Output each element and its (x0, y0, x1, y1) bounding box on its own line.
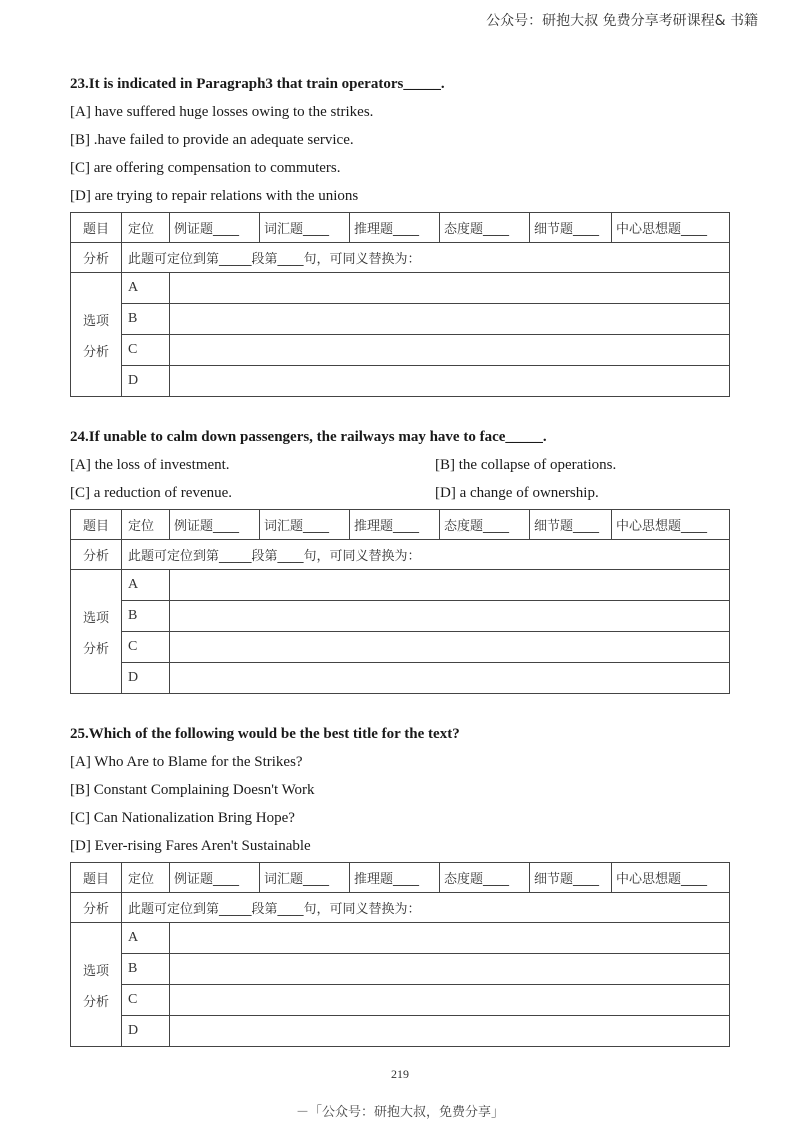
option-letter-b: B (122, 304, 170, 335)
option-c: [C] are offering compensation to commuters. (70, 160, 341, 176)
question-options (70, 748, 730, 860)
qtype-vocabulary: 词汇题____ (260, 510, 350, 540)
locate-sentence: 此题可定位到第_____段第____句，可同义替换为： (122, 540, 730, 570)
title-analysis-label-2: 分析 (71, 540, 122, 570)
option-analysis-label-1: 选项 (82, 610, 109, 626)
option-a: [A] have suffered huge losses owing to the strikes. (70, 104, 374, 120)
page-header: 公众号：研抱大叔 免费分享考研课程& 书籍 (486, 13, 758, 29)
qtype-vocabulary: 词汇题____ (260, 863, 350, 893)
option-analysis-label-2: 分析 (82, 344, 109, 360)
qtype-inference: 推理题____ (350, 213, 440, 243)
title-analysis-label: 题目 (71, 510, 122, 540)
option-analysis-blank-a[interactable] (170, 923, 730, 954)
qtype-inference: 推理题____ (350, 510, 440, 540)
option-d: [D] Ever-rising Fares Aren't Sustainable (70, 838, 311, 854)
locate-sentence: 此题可定位到第_____段第____句，可同义替换为： (122, 243, 730, 273)
locate-label: 定位 (122, 863, 170, 893)
qtype-inference: 推理题____ (350, 863, 440, 893)
option-analysis-blank-b[interactable] (170, 304, 730, 335)
question-options (70, 451, 730, 507)
title-analysis-label-2: 分析 (71, 893, 122, 923)
option-analysis-blank-c[interactable] (170, 632, 730, 663)
option-letter-b: B (122, 954, 170, 985)
analysis-table (70, 212, 730, 397)
option-letter-d: D (122, 663, 170, 694)
option-analysis-label (71, 923, 122, 1047)
title-analysis-label-2: 分析 (71, 243, 122, 273)
option-d: [D] a change of ownership. (435, 485, 599, 501)
qtype-detail: 细节题____ (530, 213, 612, 243)
option-c: [C] a reduction of revenue. (70, 485, 233, 501)
analysis-table (70, 509, 730, 694)
qtype-example: 例证题____ (170, 863, 260, 893)
option-c: [C] Can Nationalization Bring Hope? (70, 810, 295, 826)
option-letter-c: C (122, 985, 170, 1016)
qtype-attitude: 态度题____ (440, 213, 530, 243)
option-letter-d: D (122, 1016, 170, 1047)
option-a: [A] the loss of investment. (70, 457, 230, 473)
option-b: [B] the collapse of operations. (435, 457, 617, 473)
option-letter-c: C (122, 632, 170, 663)
title-analysis-label: 题目 (71, 863, 122, 893)
option-analysis-label-2: 分析 (82, 641, 109, 657)
option-b: [B] .have failed to provide an adequate service. (70, 132, 354, 148)
qtype-example: 例证题____ (170, 213, 260, 243)
locate-label: 定位 (122, 213, 170, 243)
question-title: 25.Which of the following would be the best title for the text? (70, 726, 460, 742)
qtype-detail: 细节题____ (530, 863, 612, 893)
option-d: [D] are trying to repair relations with the unions (70, 188, 359, 204)
option-analysis-blank-c[interactable] (170, 335, 730, 366)
locate-label: 定位 (122, 510, 170, 540)
option-analysis-blank-d[interactable] (170, 663, 730, 694)
question-23 (70, 73, 730, 397)
option-analysis-blank-a[interactable] (170, 273, 730, 304)
title-analysis-label: 题目 (71, 213, 122, 243)
option-analysis-blank-d[interactable] (170, 366, 730, 397)
question-options (70, 98, 730, 210)
option-analysis-blank-c[interactable] (170, 985, 730, 1016)
qtype-main-idea: 中心思想题____ (612, 510, 730, 540)
qtype-detail: 细节题____ (530, 510, 612, 540)
qtype-example: 例证题____ (170, 510, 260, 540)
qtype-attitude: 态度题____ (440, 863, 530, 893)
option-letter-a: A (122, 923, 170, 954)
qtype-main-idea: 中心思想题____ (612, 213, 730, 243)
option-analysis-label-2: 分析 (82, 994, 109, 1010)
option-a: [A] Who Are to Blame for the Strikes? (70, 754, 303, 770)
option-analysis-blank-d[interactable] (170, 1016, 730, 1047)
question-title: 24.If unable to calm down passengers, the railways may have to face_____. (70, 429, 547, 445)
option-analysis-label (71, 273, 122, 397)
qtype-main-idea: 中心思想题____ (612, 863, 730, 893)
question-title: 23.It is indicated in Paragraph3 that train operators_____. (70, 76, 445, 92)
option-letter-a: A (122, 570, 170, 601)
option-letter-d: D (122, 366, 170, 397)
locate-sentence: 此题可定位到第_____段第____句，可同义替换为： (122, 893, 730, 923)
qtype-attitude: 态度题____ (440, 510, 530, 540)
option-letter-b: B (122, 601, 170, 632)
question-25 (70, 723, 730, 1047)
option-letter-a: A (122, 273, 170, 304)
option-letter-c: C (122, 335, 170, 366)
option-analysis-label-1: 选项 (82, 313, 109, 329)
question-24 (70, 426, 730, 694)
analysis-table (70, 862, 730, 1047)
option-analysis-blank-b[interactable] (170, 601, 730, 632)
page-number: 219 (391, 1067, 409, 1081)
option-analysis-blank-b[interactable] (170, 954, 730, 985)
option-b: [B] Constant Complaining Doesn't Work (70, 782, 315, 798)
option-analysis-label (71, 570, 122, 694)
page-footer: －「公众号：研抱大叔，免费分享」 (295, 1105, 504, 1120)
option-analysis-blank-a[interactable] (170, 570, 730, 601)
qtype-vocabulary: 词汇题____ (260, 213, 350, 243)
option-analysis-label-1: 选项 (82, 963, 109, 979)
